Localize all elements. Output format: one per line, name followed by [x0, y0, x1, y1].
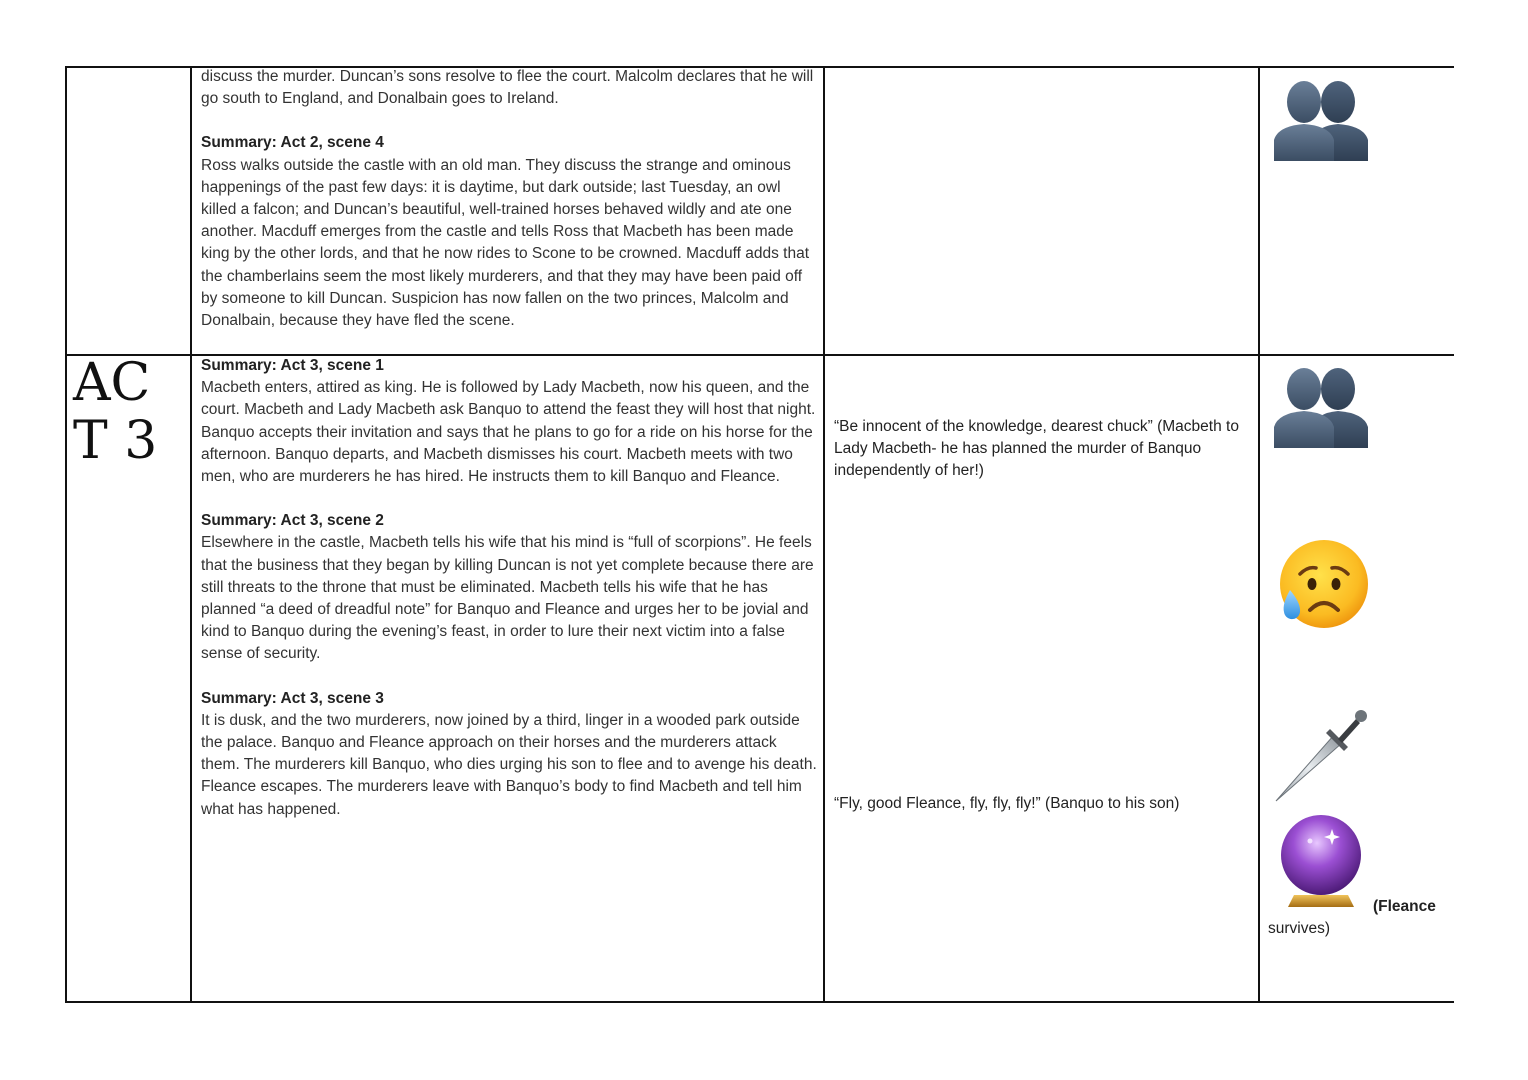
act-heading-line1: AC: [73, 353, 151, 413]
quote-1: “Be innocent of the knowledge, dearest chuck” (Macbeth to Lady Macbeth- he has planned the murder of Banquo independently of her!): [834, 418, 1239, 480]
fleance-caption-part1: (Fleance: [1373, 898, 1436, 915]
scene-summary: Ross walks outside the castle with an old man. They discuss the strange and ominous happenings of the past few days: it is daytime, but dark outside; last Tuesday, an owl killed a falcon; and Duncan’s beautiful, well-trained horses behaved wildly and ate one another. Macduff emerges from the castle and tells Ross that Macbeth has been made king by the other lords, and that he now rides to Scone to be crowned. Macduff adds that the chamberlains seem the most likely murderers, and that they may have been paid off by someone to kill Duncan. Suspicion has now fallen on the two princes, Malcolm and Donalbain, because they have fled the scene.: [201, 156, 810, 330]
crystal-ball-icon: [1276, 811, 1366, 911]
quote-2: “Fly, good Fleance, fly, fly, fly!” (Banquo to his son): [834, 795, 1180, 812]
sad-sweat-face-icon: [1276, 538, 1370, 632]
act-heading: [73, 354, 183, 470]
column-divider-3: [1258, 66, 1260, 1002]
act-heading-line2: T 3: [73, 411, 158, 471]
column-divider-1: [190, 66, 192, 1002]
two-people-icon: [1272, 78, 1370, 162]
column-divider-2: [823, 66, 825, 1002]
scene-heading: Summary: Act 2, scene 4: [201, 134, 384, 152]
row1-summary-cell: [201, 66, 817, 332]
fleance-caption-part2: survives): [1268, 920, 1331, 937]
scene-heading: Summary: Act 3, scene 2: [201, 512, 384, 530]
scene-summary: Elsewhere in the castle, Macbeth tells his wife that his mind is “full of scorpions”. He feels that the business that they began by killing Duncan is not yet complete because there are still threats to the throne that must be eliminated. Macbeth tells his wife that he has planned “a deed of dreadful note” for Banquo and Fleance and urges her to be jovial and kind to Banquo during the evening’s feast, in order to lure their next victim into a false sense of security.: [201, 534, 814, 663]
row2-summary-cell: [201, 355, 817, 821]
scene-summary: It is dusk, and the two murderers, now joined by a third, linger in a wooded park outside the palace. Banquo and Fleance approach on their horses and the murderers attack them. The murderers kill Banquo, who dies urging his son to flee and to avenge his death. Fleance escapes. The murderers leave with Banquo’s body to find Macbeth and tell him what has happened.: [201, 711, 817, 818]
two-people-icon: [1272, 365, 1370, 449]
scene-heading: Summary: Act 3, scene 1: [201, 357, 384, 374]
table-left-border: [65, 66, 67, 1002]
continuation-text: discuss the murder. Duncan’s sons resolve to flee the court. Malcolm declares that he will go south to England, and Donalbain goes to Ireland.: [201, 68, 814, 108]
dagger-icon: [1272, 705, 1372, 805]
scene-heading: Summary: Act 3, scene 3: [201, 689, 384, 707]
scene-summary: Macbeth enters, attired as king. He is followed by Lady Macbeth, now his queen, and the court. Macbeth and Lady Macbeth ask Banquo to attend the feast they will host that night. Banquo accepts their invitation and says that he plans to go for a ride on his horse for the afternoon. Banquo departs, and Macbeth dismisses his court. Macbeth meets with two men, who are murderers he has hired. He instructs them to kill Banquo and Fleance.: [201, 379, 816, 486]
table-bottom-border: [65, 1001, 1454, 1003]
